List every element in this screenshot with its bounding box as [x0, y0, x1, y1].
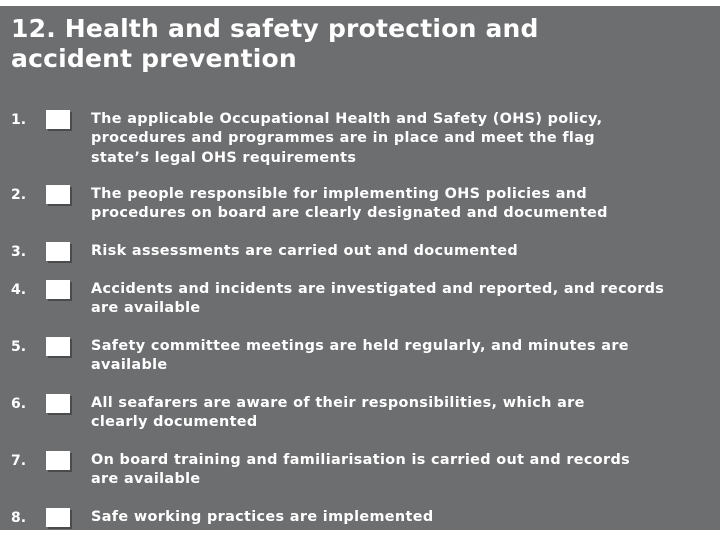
checkbox[interactable] [46, 394, 70, 413]
item-number: 2. [11, 187, 27, 203]
checkbox[interactable] [46, 451, 70, 470]
item-text-line: Risk assessments are carried out and documented [91, 243, 519, 259]
item-text-line: All seafarers are aware of their responsibilities, which are [91, 395, 585, 411]
item-text [91, 280, 719, 319]
item-text-line: procedures on board are clearly designated and documented [91, 205, 608, 222]
item-number: 3. [11, 244, 27, 260]
item-number: 7. [11, 453, 27, 469]
item-number: 5. [11, 339, 27, 355]
item-text [91, 508, 719, 527]
checklist-panel [0, 6, 720, 530]
item-number: 6. [11, 396, 27, 412]
item-text-line: state’s legal OHS requirements [91, 149, 357, 166]
item-text [91, 337, 719, 376]
item-text-line: The applicable Occupational Health and Safety (OHS) policy, [91, 111, 603, 127]
checkbox[interactable] [46, 337, 70, 356]
item-number: 8. [11, 510, 27, 526]
item-text [91, 185, 719, 224]
item-text-line: clearly documented [91, 414, 258, 431]
item-number: 4. [11, 282, 27, 298]
item-text-line: Safe working practices are implemented [91, 509, 434, 525]
item-text-line: The people responsible for implementing OHS policies and [91, 186, 588, 202]
item-text-line: procedures and programmes are in place and meet the flag [91, 130, 595, 147]
title-line-2: accident prevention [11, 44, 297, 73]
item-text-line: available [91, 357, 168, 374]
checkbox[interactable] [46, 242, 70, 261]
checkbox[interactable] [46, 508, 70, 527]
item-text [91, 110, 719, 168]
checkbox[interactable] [46, 185, 70, 204]
item-text-line: are available [91, 471, 201, 488]
item-text [91, 242, 719, 261]
item-text-line: Accidents and incidents are investigated and reported, and records [91, 281, 665, 297]
item-text [91, 451, 719, 490]
section-title [11, 14, 711, 74]
item-text-line: On board training and familiarisation is carried out and records [91, 452, 631, 468]
item-text-line: are available [91, 300, 201, 317]
item-text-line: Safety committee meetings are held regularly, and minutes are [91, 338, 629, 354]
item-text [91, 394, 719, 433]
title-line-1: 12. Health and safety protection and [11, 14, 539, 43]
item-number: 1. [11, 112, 27, 128]
checkbox[interactable] [46, 280, 70, 299]
checkbox[interactable] [46, 110, 70, 129]
